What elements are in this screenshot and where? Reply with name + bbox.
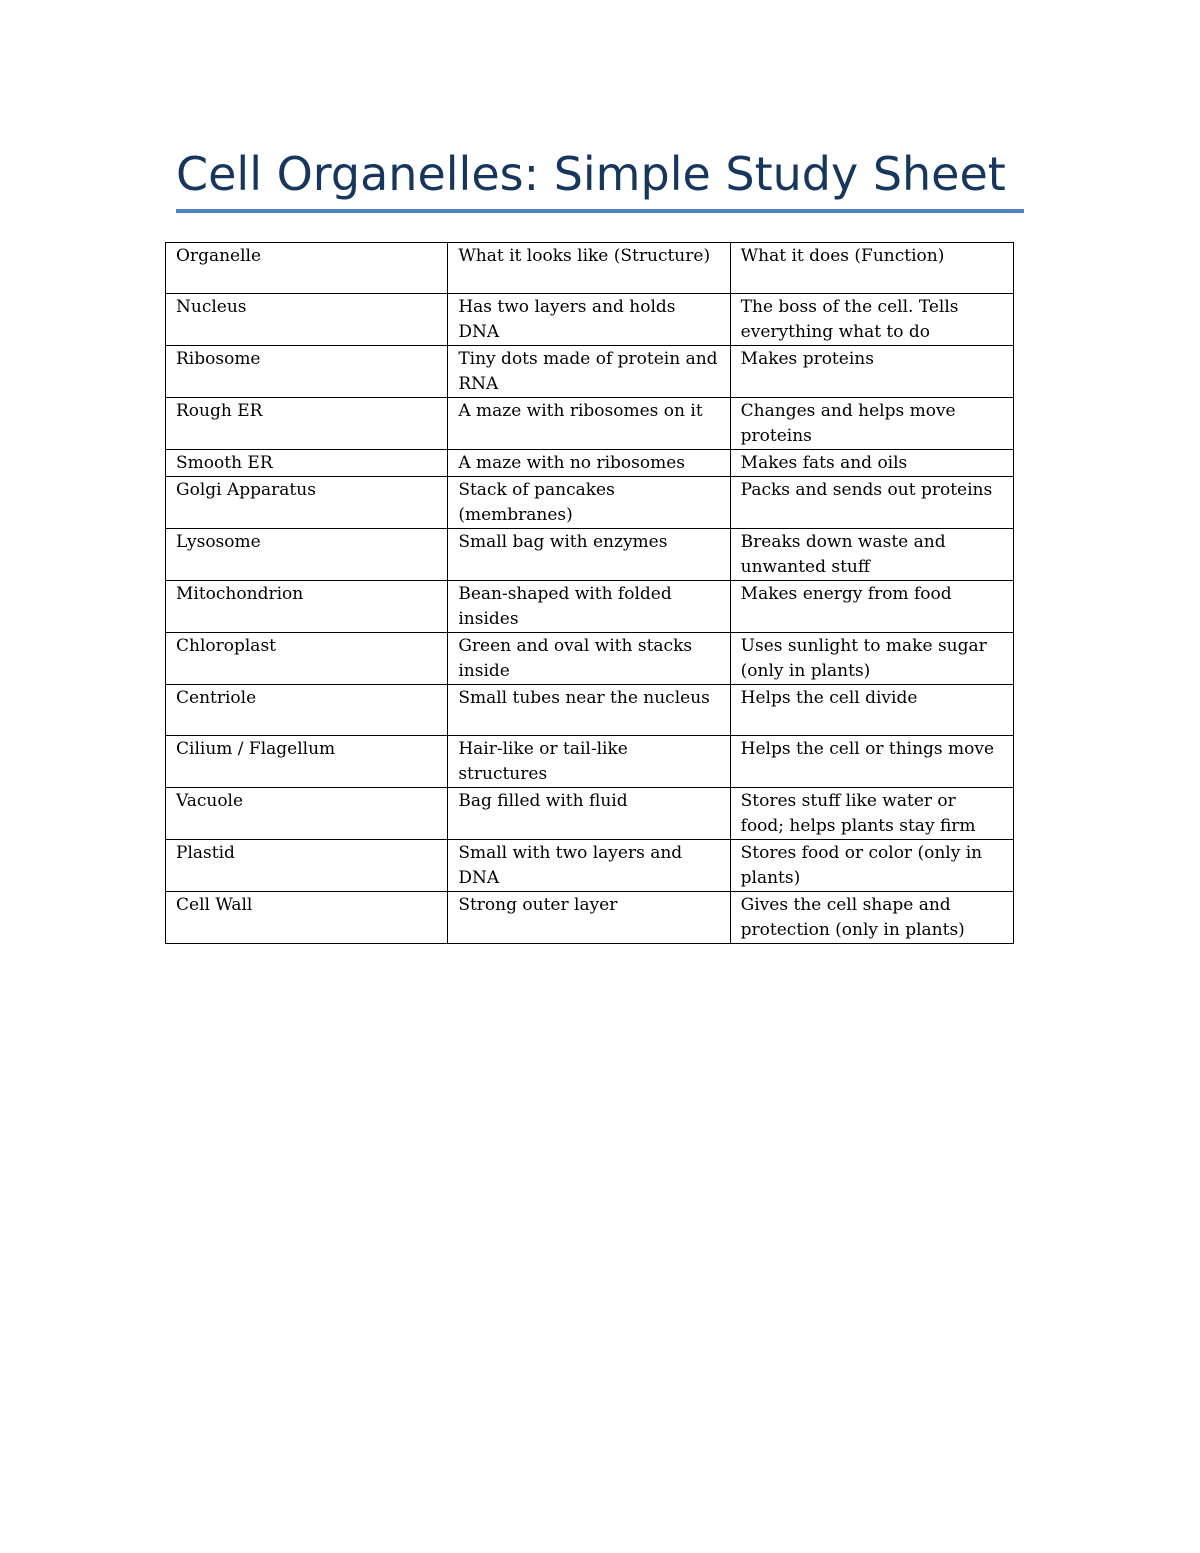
table-row [166,477,1014,529]
table-header-row [166,243,1014,294]
organelle-cell: Lysosome [166,529,448,581]
organelle-cell: Smooth ER [166,450,448,477]
structure-cell: Stack of pancakes (membranes) [448,477,730,529]
table-row [166,346,1014,398]
structure-cell: Green and oval with stacks inside [448,633,730,685]
structure-cell: Tiny dots made of protein and RNA [448,346,730,398]
table-row [166,788,1014,840]
structure-cell: Has two layers and holds DNA [448,294,730,346]
function-cell: Packs and sends out proteins [730,477,1013,529]
organelle-cell: Chloroplast [166,633,448,685]
function-cell: Changes and helps move proteins [730,398,1013,450]
table-row [166,581,1014,633]
structure-cell: Bag filled with fluid [448,788,730,840]
function-cell: Stores food or color (only in plants) [730,840,1013,892]
organelle-table [165,242,1014,944]
structure-cell: Small bag with enzymes [448,529,730,581]
page-title: Cell Organelles: Simple Study Sheet [176,147,1006,201]
organelle-cell: Nucleus [166,294,448,346]
structure-cell: Bean-shaped with folded insides [448,581,730,633]
function-cell: Breaks down waste and unwanted stuff [730,529,1013,581]
structure-cell: A maze with no ribosomes [448,450,730,477]
function-cell: Helps the cell divide [730,685,1013,736]
organelle-cell: Golgi Apparatus [166,477,448,529]
table-row [166,294,1014,346]
structure-cell: A maze with ribosomes on it [448,398,730,450]
function-cell: Makes proteins [730,346,1013,398]
header-cell-organelle: Organelle [166,243,448,294]
structure-cell: Small tubes near the nucleus [448,685,730,736]
organelle-cell: Cilium / Flagellum [166,736,448,788]
structure-cell: Strong outer layer [448,892,730,944]
table-row [166,685,1014,736]
table-row [166,398,1014,450]
function-cell: Uses sunlight to make sugar (only in plants) [730,633,1013,685]
organelle-cell: Mitochondrion [166,581,448,633]
function-cell: Stores stuff like water or food; helps plants stay firm [730,788,1013,840]
organelle-cell: Ribosome [166,346,448,398]
table-row [166,450,1014,477]
organelle-cell: Vacuole [166,788,448,840]
organelle-cell: Rough ER [166,398,448,450]
table-row [166,892,1014,944]
organelle-cell: Cell Wall [166,892,448,944]
title-underline-rule [176,209,1024,213]
table-row [166,840,1014,892]
function-cell: The boss of the cell. Tells everything what to do [730,294,1013,346]
table-row [166,633,1014,685]
function-cell: Makes fats and oils [730,450,1013,477]
header-cell-function: What it does (Function) [730,243,1013,294]
structure-cell: Small with two layers and DNA [448,840,730,892]
header-cell-structure: What it looks like (Structure) [448,243,730,294]
organelle-cell: Plastid [166,840,448,892]
table-row [166,529,1014,581]
table-row [166,736,1014,788]
function-cell: Gives the cell shape and protection (only in plants) [730,892,1013,944]
function-cell: Makes energy from food [730,581,1013,633]
organelle-cell: Centriole [166,685,448,736]
function-cell: Helps the cell or things move [730,736,1013,788]
structure-cell: Hair-like or tail-like structures [448,736,730,788]
